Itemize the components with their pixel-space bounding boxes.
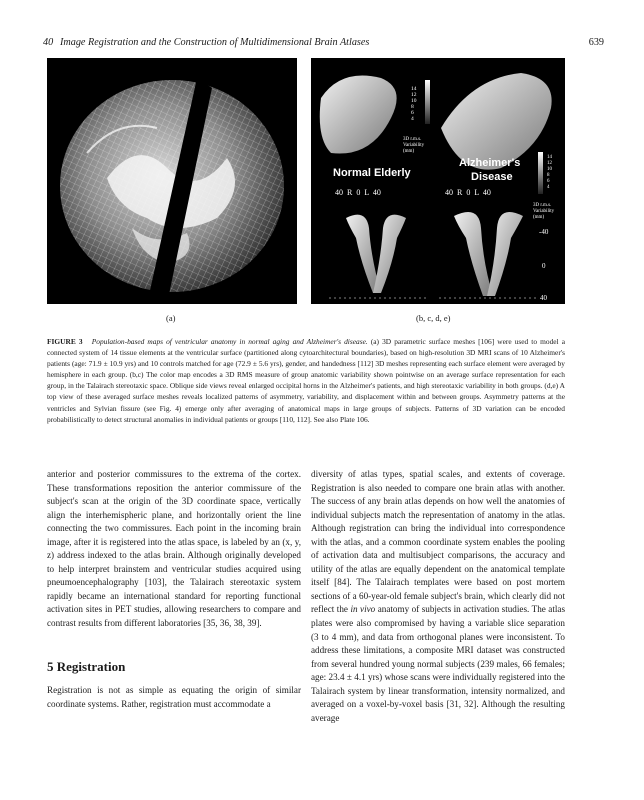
side-tick-1: -40 bbox=[539, 228, 549, 236]
color-scale-right bbox=[538, 152, 543, 194]
side-tick-2: 0 bbox=[542, 262, 546, 270]
caption-body: (a) 3D parametric surface meshes [106] were used to model a connected system of 14 tissue elements at the ventricular surface (partitioned along cytoarchitectural boundaries), based on high-resolution 3D MRI scans of 10 Alzheimer's patients (age: 71.9 ± 10.9 yrs) and 10 controls matched for age (72.9 ± 5.6 yrs), gender, and handedness [112] 3D meshes representing each surface element were averaged by hemisphere in each group. (b,c) The color map encodes a 3D RMS measure of group anatomic variability shown pointwise on an average surface representation for each group, in the Talairach stereotaxic space. Oblique side views reveal enlarged occipital horns in the Alzheimer's patients, and high stereotaxic variability in both groups. (d,e) A top view of these averaged surface meshes reveals localized patterns of asymmetry, variability, and displacement within and between groups. Asymmetry patterns at the ventricles and Sylvian fissure (see Fig. 4) emerge only after averaging of anatomical maps in large groups of subjects. Patterns of 3D variation can be encoded probabilistically to detect structural anomalies in individual patients or groups [110, 112]. See also Plate 106. bbox=[47, 337, 565, 424]
alzheimer-label-2: Disease bbox=[471, 171, 513, 183]
running-title: Image Registration and the Construction of Multidimensional Brain Atlases bbox=[60, 37, 370, 48]
figure-panel-bcde bbox=[311, 58, 565, 304]
caption-label: FIGURE 3 bbox=[47, 337, 83, 346]
right-text-italic: in vivo bbox=[350, 604, 376, 615]
right-column bbox=[311, 468, 565, 725]
right-text-b: anatomy of subjects in activation studies. The atlas plates were also compromised by having a variable slice separation (3 to 4 mm), and data from orthogonal planes were inconsistent. To address these limitations, a composite MRI dataset was constructed from several hundred young normal subjects (239 males, 66 females; age: 23.4 ± 4.1 yrs) whose scans were individually registered into the Talairach system by linear transformation, intensity normalized, and averaged on a voxel-by-voxel basis [31, 32]. Although the resulting average bbox=[311, 604, 566, 723]
rms-label-top: 3D r.m.s. Variability (mm) bbox=[403, 137, 425, 154]
axis-label-left: 40 R 0 L 40 bbox=[335, 188, 381, 197]
normal-elderly-label: Normal Elderly bbox=[333, 167, 411, 179]
normal-ventricle-top-right bbox=[373, 215, 406, 293]
rms-label-right: 3D r.m.s. Variability (mm) bbox=[533, 203, 555, 220]
alzheimer-ventricle-side bbox=[441, 73, 552, 170]
alzheimer-ventricle-top-left bbox=[454, 212, 493, 296]
scale-top-ticks: 14 12 10 8 6 4 bbox=[411, 86, 417, 122]
sublabel-bcde: (b, c, d, e) bbox=[416, 313, 451, 323]
left-column bbox=[47, 468, 301, 631]
page-number-right: 639 bbox=[588, 37, 604, 48]
color-scale-top bbox=[425, 80, 430, 124]
section-heading: 5 Registration bbox=[47, 659, 126, 674]
sublabel-a: (a) bbox=[166, 313, 176, 323]
normal-ventricle-side bbox=[320, 76, 397, 154]
running-header bbox=[43, 37, 604, 51]
side-tick-3: 40 bbox=[540, 294, 547, 302]
scale-right-ticks: 14 12 10 8 6 4 bbox=[547, 155, 552, 190]
caption-title: Population-based maps of ventricular anatomy in normal aging and Alzheimer's disease. bbox=[91, 337, 368, 346]
right-paragraph bbox=[311, 468, 565, 725]
alzheimer-label-1: Alzheimer's bbox=[459, 157, 521, 169]
ventricle-maps-image bbox=[311, 58, 565, 304]
page-number-left: 40 bbox=[43, 37, 54, 48]
figure-panel-a bbox=[47, 58, 297, 304]
left-paragraph: anterior and posterior commissures to the extrema of the cortex. These transformations reposition the anterior commissure of the subject's scan at the origin of the 3D coordinate space, vertically align the interhemispheric plane, and horizontally orient the line connecting the two commissures. Each point in the incoming brain image, after it is registered into the atlas space, is labeled by an (x, y, z) address indexed to the atlas brain. Although originally developed to help interpret brainstem and ventricular studies acquired using pneumoencephalography [103], the Talairach stereotaxic system rapidly became an international standard for reporting functional activation sites in PET studies, allowing researchers to compare and contrast results from different laboratories [35, 36, 38, 39]. bbox=[47, 469, 301, 629]
left-paragraph-2: Registration is not as simple as equating the origin of similar coordinate systems. Rather, registration must accommodate a bbox=[47, 685, 301, 709]
right-text-a: diversity of atlas types, spatial scales, and extents of coverage. Registration is also needed to compare one brain atlas with another. The success of any brain atlas depends on how well the anatomies of individual subjects match the representation of anatomy in the atlas. Although registration can bring the individual into correspondence with the atlas, and a common coordinate system enables the pooling of activation data and multisubject comparisons, the accuracy and utility of the atlas are equally dependent on the anatomical template itself [84]. The Talairach templates were based on post mortem sections of a 60-year-old female subject's brain, which clearly did not reflect the bbox=[311, 469, 565, 615]
axis-label-right: 40 R 0 L 40 bbox=[445, 188, 491, 197]
brain-mesh-image bbox=[47, 58, 297, 304]
left-column-lower bbox=[47, 684, 301, 711]
figure-caption bbox=[47, 336, 565, 425]
alzheimer-ventricle-top-right bbox=[487, 212, 523, 296]
